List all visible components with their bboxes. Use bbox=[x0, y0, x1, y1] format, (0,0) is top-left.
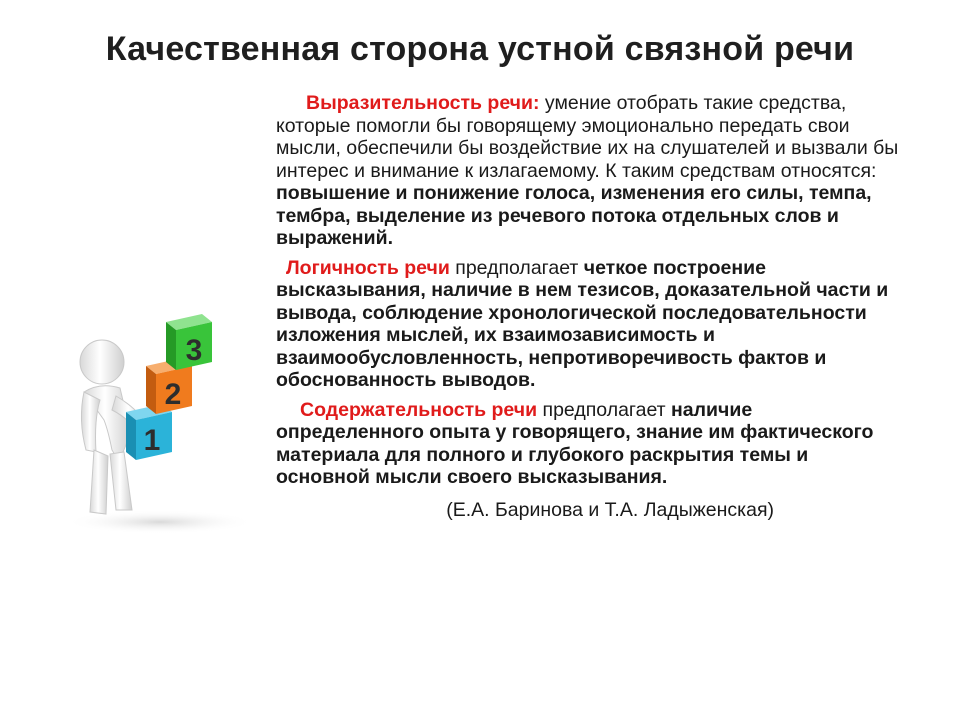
block-1-label: 1 bbox=[143, 424, 161, 457]
paragraph-bold-text: четкое построение высказывания, наличие в нем тезисов, доказательной части и вывода, соблюдение хронологической последовательности изложения мыслей, их взаимозависимость и взаимообусловленность, непротиворечивость фактов и обоснованность выводов. bbox=[276, 256, 889, 391]
paragraph-text: умение отобрать такие средства, которые помогли бы говорящему эмоционально передать свои мысли, обеспечили бы воздействие их на слушателей и вызвали бы интерес и внимание к излагаемому. К таким средствам относятся: bbox=[276, 92, 899, 182]
paragraph-expressiveness bbox=[276, 92, 904, 250]
floor-shadow bbox=[65, 510, 255, 534]
block-3 bbox=[166, 314, 212, 370]
slide-title: Качественная сторона устной связной речи bbox=[105, 30, 855, 68]
block-1 bbox=[126, 404, 172, 460]
paragraph-bold-text: повышение и понижение голоса, изменения его силы, темпа, тембра, выделение из речевого потока отдельных слов и выражений. bbox=[276, 182, 872, 249]
slide-body bbox=[276, 92, 904, 521]
block-3-label: 3 bbox=[185, 334, 203, 367]
paragraph-logic bbox=[276, 257, 904, 392]
term-content: Содержательность речи bbox=[300, 398, 538, 421]
paragraph-text: предполагает bbox=[537, 398, 672, 421]
block-2-label: 2 bbox=[164, 378, 182, 411]
paragraph-bold-text: наличие определенного опыта у говорящего, знание им фактического материала для полного и глубокого раскрытия темы и основной мысли своего высказывания. bbox=[276, 398, 874, 488]
paragraph-text: предполагает bbox=[449, 256, 584, 279]
figure-with-number-blocks-icon bbox=[60, 300, 270, 540]
author-citation: (Е.А. Баринова и Т.А. Ладыженская) bbox=[446, 498, 774, 521]
term-logic: Логичность речи bbox=[286, 256, 450, 279]
term-expressiveness: Выразительность речи: bbox=[306, 92, 540, 114]
paragraph-content bbox=[276, 399, 904, 489]
